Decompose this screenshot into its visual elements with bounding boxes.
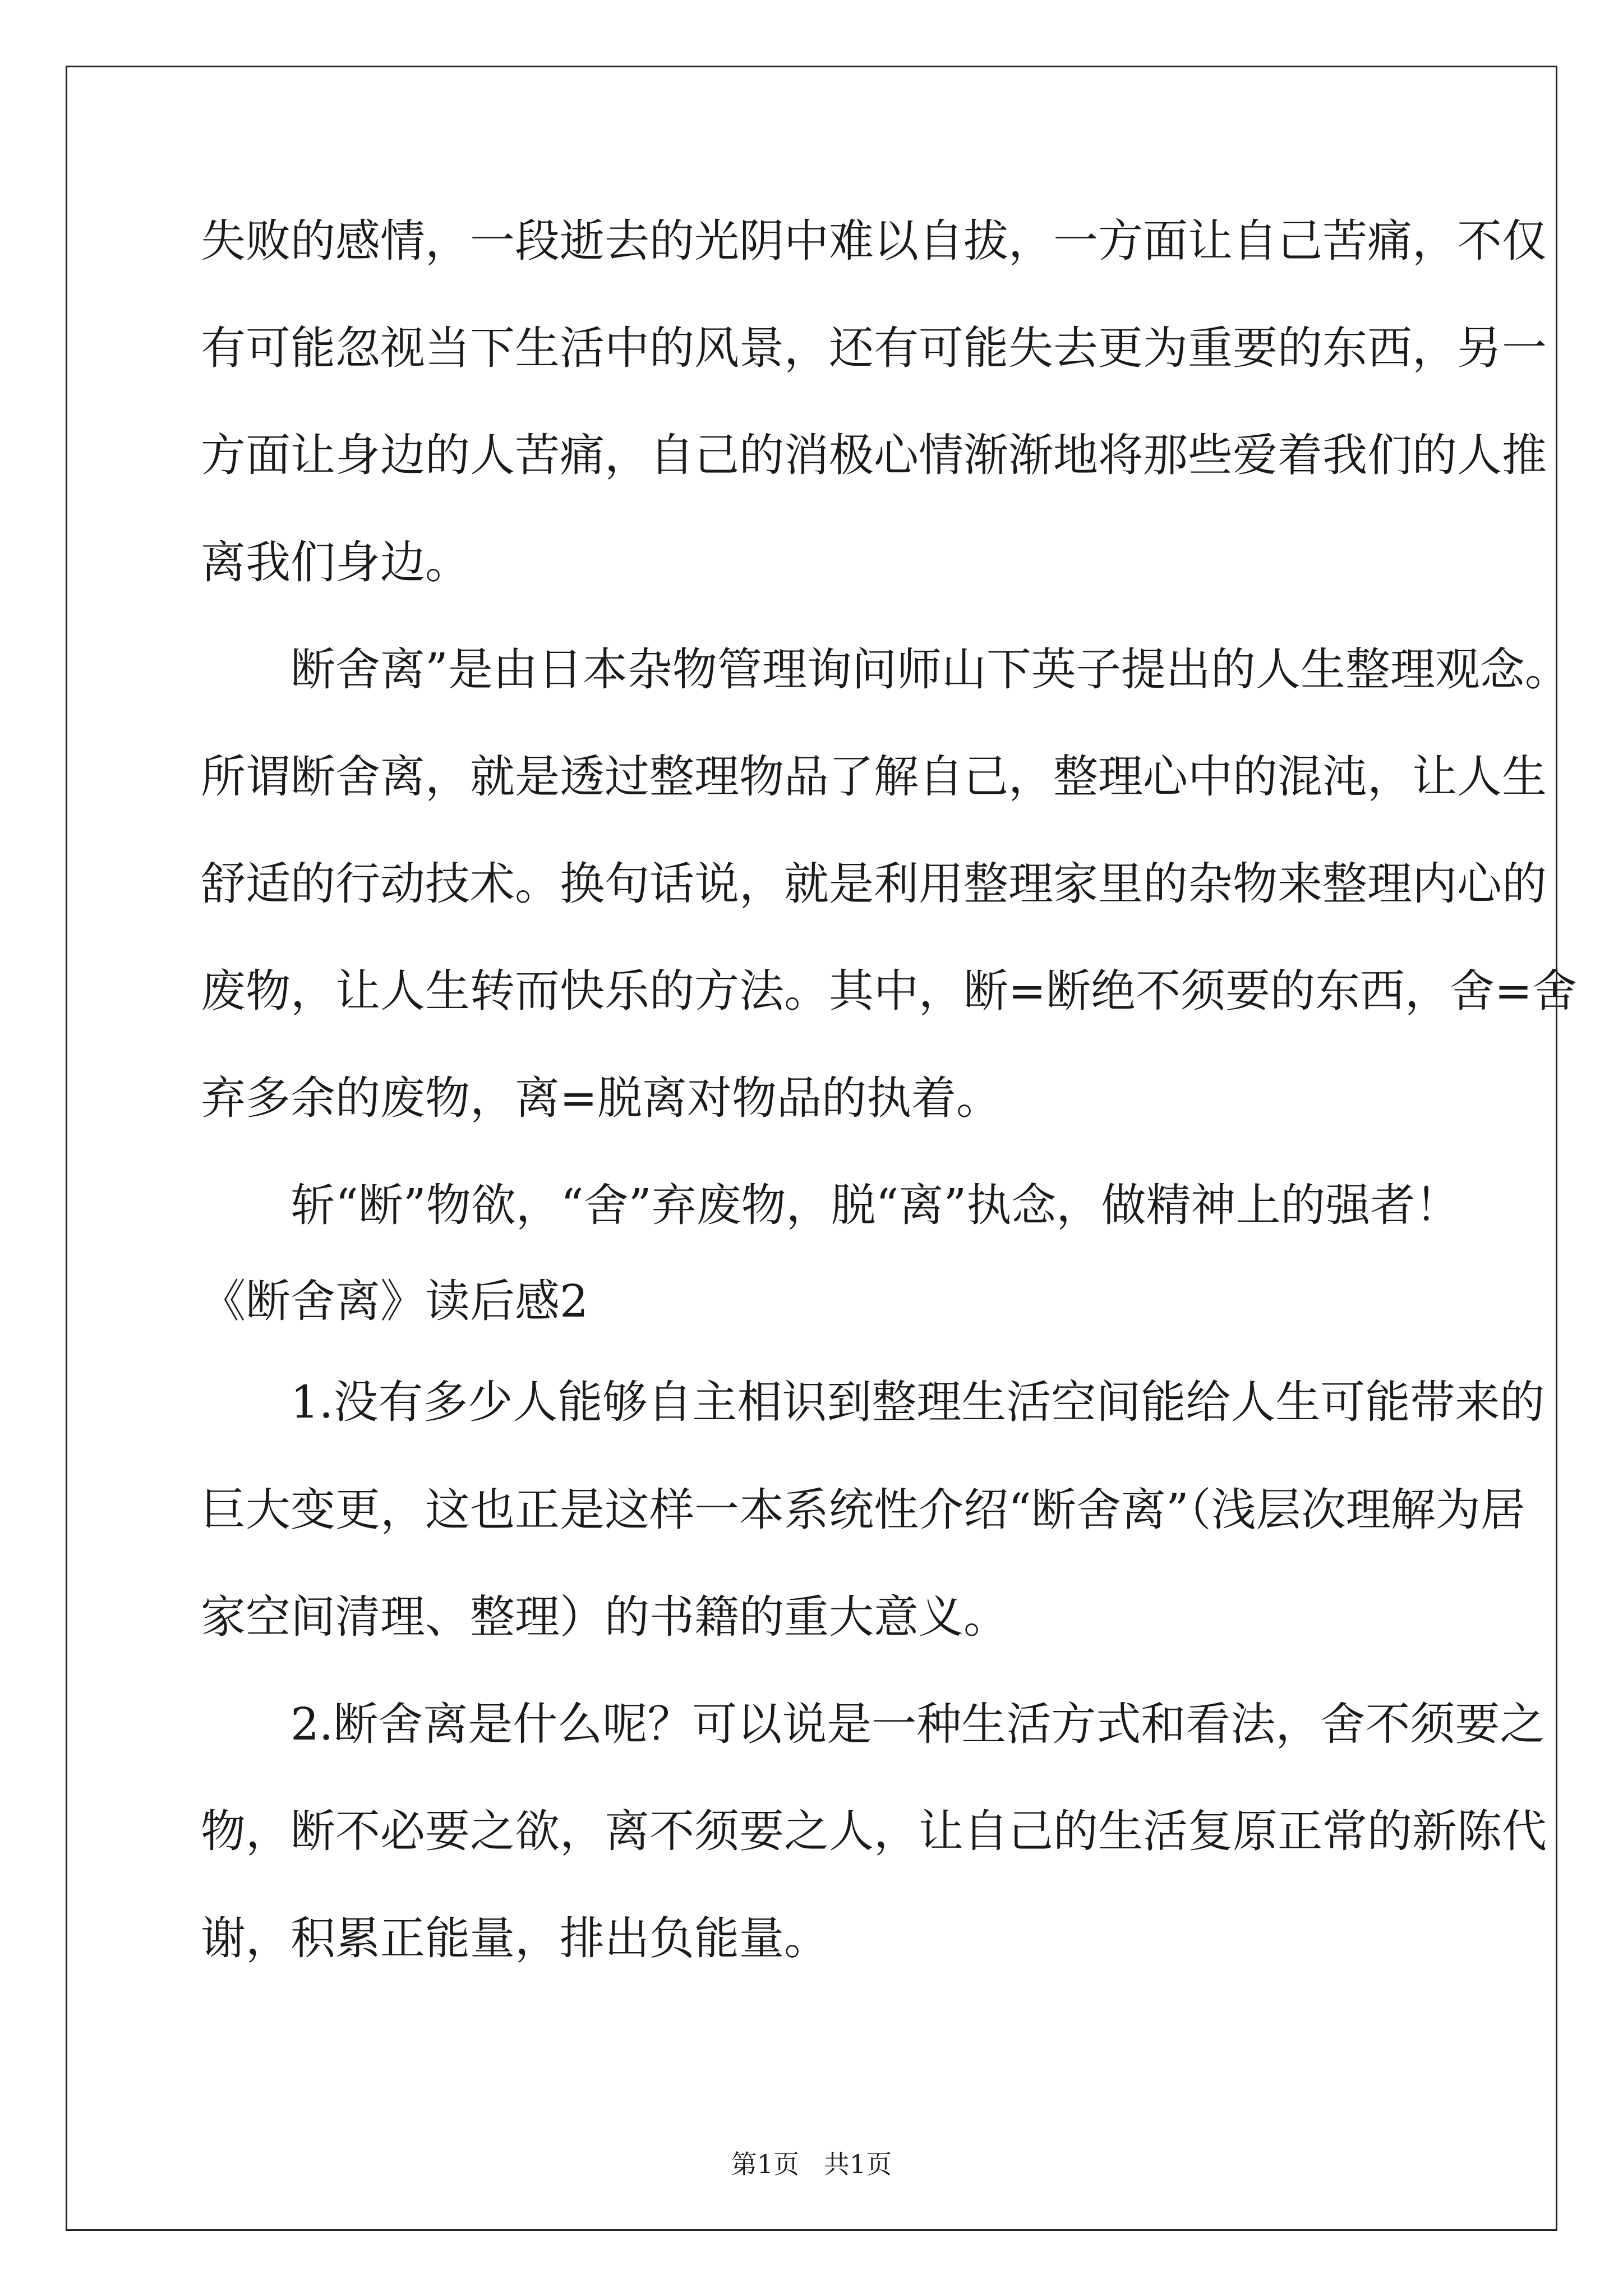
text-line: 物，断不必要之欲，离不须要之人，让自己的生活复原正常的新陈代 — [201, 1805, 1547, 1857]
text-line: 巨大变更，这也正是这样一本系统性介绍“断舍离”（浅层次理解为居 — [201, 1484, 1525, 1536]
page-border — [66, 66, 1557, 2231]
page-number-footer: 第1页 共1页 — [731, 2149, 892, 2179]
text-line: 舒适的行动技术。换句话说，就是利用整理家里的杂物来整理内心的 — [201, 858, 1547, 910]
paragraph-start: 2.断舍离是什么呢？可以说是一种生活方式和看法，舍不须要之 — [291, 1698, 1545, 1750]
text-line: 谢，积累正能量，排出负能量。 — [201, 1912, 829, 1964]
text-line: 离我们身边。 — [201, 536, 470, 588]
text-line: 废物，让人生转而快乐的方法。其中，断=断绝不须要的东西，舍=舍 — [201, 965, 1578, 1017]
paragraph-start: 1.没有多少人能够自主相识到整理生活空间能给人生可能带来的 — [291, 1376, 1545, 1428]
text-line: 弃多余的废物，离=脱离对物品的执着。 — [201, 1072, 1002, 1124]
paragraph-start: 斩“断”物欲，“舍”弃废物，脱“离”执念，做精神上的强者！ — [291, 1179, 1460, 1231]
text-line: 所谓断舍离，就是透过整理物品了解自己，整理心中的混沌，让人生 — [201, 751, 1547, 803]
text-line: 家空间清理、整理）的书籍的重大意义。 — [201, 1591, 1008, 1643]
paragraph-start: 断舍离”是由日本杂物管理询问师山下英子提出的人生整理观念。 — [291, 643, 1570, 696]
text-line: 失败的感情，一段逝去的光阴中难以自拔，一方面让自己苦痛，不仅 — [201, 215, 1547, 267]
text-line: 有可能忽视当下生活中的风景，还有可能失去更为重要的东西，另一 — [201, 322, 1547, 374]
section-heading: 《断舍离》读后感2 — [201, 1275, 588, 1327]
text-line: 方面让身边的人苦痛，自己的消极心情渐渐地将那些爱着我们的人推 — [201, 429, 1547, 481]
